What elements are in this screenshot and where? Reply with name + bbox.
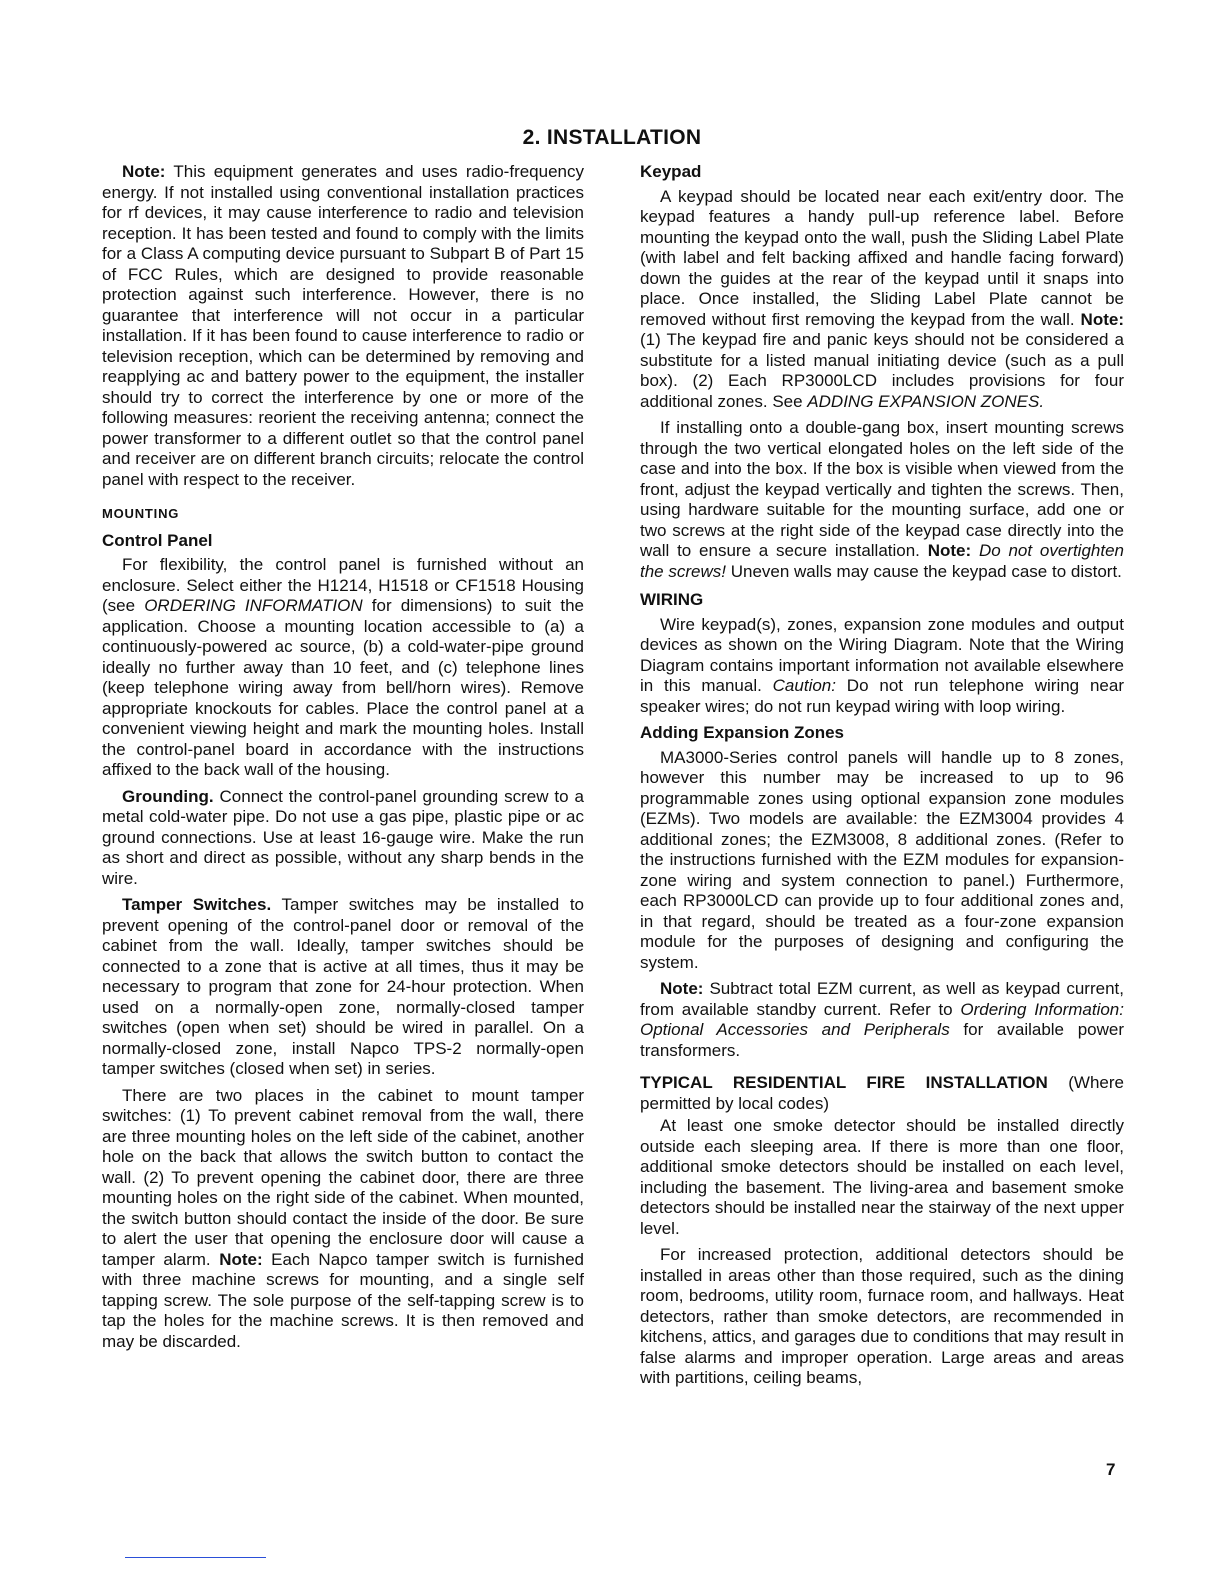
expansion-zones-heading: Adding Expansion Zones [640,723,845,742]
tamper-lead: Tamper Switches. [122,895,272,914]
note-lead: Note: [122,162,166,181]
keypad-heading: Keypad [640,162,702,181]
grounding-paragraph: Grounding. Connect the control-panel grounding screw to a metal cold-water pipe. Do not use a gas pipe, plastic pipe or ac ground connections. Use at least 16-gauge wire. Make the run as short and direct as possible, without any sharp bends in the wire. [102,786,584,888]
grounding-lead: Grounding. [122,786,214,806]
tamper-switches-paragraph: Tamper Switches. Tamper switches may be installed to prevent opening of the control-panel door or removal of the cabinet from the wall. Ideally, tamper switches should be connected to a zone that is active at all times, thus it may be necessary to program that zone for 24-hour protection. When used on a normally-open zone, normally-closed tamper switches (open when set) should be wired in parallel. On a normally-closed zone, install Napco TPS-2 normally-open tamper switches (closed when set) in series. [102,895,584,1078]
control-panel-heading: Control Panel [102,530,213,550]
keypad-paragraph: A keypad should be located near each exit/entry door. The keypad features a handy pull-up reference label. Before mounting the keypad onto the wall, push the Sliding Label Plate (with label and felt backing affixed and handle facing forward) down the guides at the rear of the keypad until it snaps into place. Once installed, the Sliding Label Plate cannot be removed without first removing the keypad from the wall. Note: (1) The keypad fire and panic keys should not be considered a substitute for a listed manual initiating device (such as a pull box). (2) Each RP3000LCD includes provisions for four additional zones. See ADDING EXPANSION ZONES. [640,186,1124,411]
expansion-zones-paragraph: MA3000-Series control panels will handle up to 8 zones, however this number may be increased to up to 96 programmable zones using optional expansion zone modules (EZMs). Two models are available: the EZM3004 provides 4 additional zones; the EZM3008, 8 additional zones. (Refer to the instructions furnished with the EZM modules for expansion-zone wiring and system connection to panel.) Furthermore, each RP3000LCD can provide up to four additional zones and, in that regard, should be treated as a four-zone expansion module for the purposes of designing and configuring the system. [640,747,1124,972]
fire-installation-heading: TYPICAL RESIDENTIAL FIRE INSTALLATION (Where permitted by local codes) [640,1073,1124,1113]
wiring-paragraph: Wire keypad(s), zones, expansion zone modules and output devices as shown on the Wiring Diagram. Note that the Wiring Diagram contains important information not available elsewhere in this manual. Caution: Do not run telephone wiring near speaker wires; do not run keypad wiring with loop wiring. [640,614,1124,716]
increased-protection-paragraph: For increased protection, additional detectors should be installed in areas other than those required, such as the dining room, bedrooms, utility room, furnace room, and hallways. Heat detectors, rather than smoke detectors, are recommended in kitchens, attics, and garages due to conditions that may result in false alarms and improper operation. Large areas and areas with partitions, ceiling beams, [640,1245,1124,1387]
wiring-heading: WIRING [640,590,704,609]
left-column [102,162,584,1358]
ezm-current-note: Note: Subtract total EZM current, as well as keypad current, from available standby current. Refer to Ordering Information: Optional Accessories and Peripherals for available power transformers. [640,979,1124,1060]
page-title: 2. INSTALLATION [522,126,702,149]
smoke-detector-paragraph: At least one smoke detector should be installed directly outside each sleeping area. If there is more than one floor, additional smoke detectors should be installed on each level, including the basement. The living-area and basement smoke detectors should be installed near the stairway of the next upper level. [640,1116,1124,1238]
footer-rule [125,1557,266,1558]
control-panel-paragraph: For flexibility, the control panel is furnished without an enclosure. Select either the H1214, H1518 or CF1518 Housing (see ORDERING INFORMATION for dimensions) to suit the application. Choose a mounting location accessible to (a) a continuously-powered ac source, (b) a cold-water-pipe ground ideally no further away than 10 feet, and (c) telephone lines (keep telephone wiring away from bell/horn wires). Remove appropriate knockouts for cables. Place the control panel at a convenient viewing height and mark the mounting holes. Install the control-panel board in accordance with the instructions affixed to the back wall of the housing. [102,555,584,779]
right-column [640,162,1124,1395]
page-number: 7 [1106,1460,1116,1479]
double-gang-paragraph: If installing onto a double-gang box, insert mounting screws through the two vertical elongated holes on the left side of the case and into the box. If the box is visible when viewed from the front, adjust the keypad vertically and tighten the screws. Then, using hardware suitable for the mounting surface, add one or two screws at the right side of the keypad case directly into the wall to ensure a secure installation. Note: Do not overtighten the screws! Uneven walls may cause the keypad case to distort. [640,418,1124,581]
mounting-heading: MOUNTING [102,506,180,521]
tamper-places-paragraph: There are two places in the cabinet to mount tamper switches: (1) To prevent cabinet removal from the wall, there are three mounting holes on the left side of the cabinet, another hole on the back that allows the switch button to contact the wall. (2) To prevent opening the cabinet door, there are three mounting holes on the right side of the cabinet. When mounted, the switch button should contact the inside of the door. Be sure to alert the user that opening the enclosure door will cause a tamper alarm. Note: Each Napco tamper switch is furnished with three machine screws for mounting, and a single self tapping screw. The sole purpose of the self-tapping screw is to tap the holes for the machine screws. It is then removed and may be discarded. [102,1085,584,1351]
fcc-note: Note: This equipment generates and uses radio-frequency energy. If not installed using conventional installation practices for rf devices, it may cause interference to radio and television reception. It has been tested and found to comply with the limits for a Class A computing device pursuant to Subpart B of Part 15 of FCC Rules, which are designed to provide reasonable protection against such interference. However, there is no guarantee that interference will not occur in a particular installation. If it has been found to cause interference to radio or television reception, which can be determined by removing and reapplying ac and battery power to the equipment, the installer should try to correct the interference by one or more of the following measures: reorient the receiving antenna; connect the power transformer to a different outlet so that the control panel and receiver are on different branch circuits; relocate the control panel with respect to the receiver. [102,162,584,489]
